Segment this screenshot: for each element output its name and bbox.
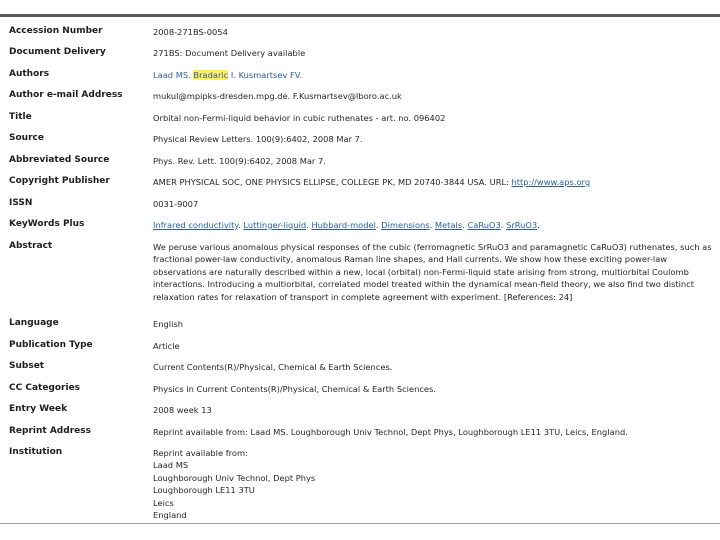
- label-entry-week: Entry Week: [9, 404, 68, 414]
- keyword-link[interactable]: SrRuO3: [506, 220, 538, 230]
- label-issn: ISSN: [9, 198, 33, 208]
- value-abstract: We peruse various anomalous physical responses of the cubic (ferromagnetic SrRuO3 and paramagnetic CaRuO3) ruthenates, such as fractional power-law conductivity, anomalous Raman line shapes, and Hall currents. We show how these exciting power-law observations are naturally described within a new, local (orbital) non-Fermi-liquid state arising from strong, multiorbital Coulomb interactions. Introducing a multiorbital, correlated model treated within the dynamical mean-field theory, we also find two distinct relaxation rates for relaxation of transport in complete agreement with experiment. [References: 24]: [153, 242, 712, 302]
- value-language: English: [153, 319, 183, 329]
- value-title: Orbital non-Fermi-liquid behavior in cubic ruthenates - art. no. 096402: [153, 113, 446, 123]
- value-copyright-publisher: AMER PHYSICAL SOC, ONE PHYSICS ELLIPSE, COLLEGE PK, MD 20740-3844 USA. URL: http://www.aps.org: [153, 177, 591, 187]
- label-keywords-plus: KeyWords Plus: [9, 219, 85, 229]
- label-publication-type: Publication Type: [9, 340, 93, 350]
- institution-line: Reprint available from:: [153, 448, 248, 458]
- value-document-delivery: 271BS: Document Delivery available: [153, 48, 306, 58]
- label-abstract: Abstract: [9, 241, 53, 251]
- keyword-link[interactable]: Metals: [434, 220, 463, 230]
- institution-line: Laad MS: [153, 460, 189, 471]
- label-reprint-address: Reprint Address: [9, 426, 91, 436]
- keyword-link[interactable]: Dimensions: [381, 220, 430, 230]
- label-copyright-publisher: Copyright Publisher: [9, 176, 110, 186]
- institution-line: Loughborough LE11 3TU: [153, 485, 255, 496]
- value-accession-number: 2008-271BS-0054: [153, 27, 228, 37]
- label-title: Title: [9, 112, 32, 122]
- value-cc-categories: Physics in Current Contents(R)/Physical, Chemical & Earth Sciences.: [153, 384, 436, 394]
- top-divider: [0, 14, 720, 17]
- author-link-kusmartsev[interactable]: Kusmartsev FV.: [238, 70, 303, 80]
- label-institution: Institution: [9, 447, 63, 457]
- label-subset: Subset: [9, 361, 45, 371]
- author-link-bradaric[interactable]: Bradaric I.: [193, 70, 236, 80]
- bottom-divider: [0, 523, 720, 524]
- keyword-link[interactable]: CaRuO3: [467, 220, 501, 230]
- search-term-highlight: Bradaric: [193, 70, 229, 80]
- label-cc-categories: CC Categories: [9, 383, 81, 393]
- publisher-url-link[interactable]: http://www.aps.org: [511, 177, 591, 187]
- keyword-link[interactable]: Luttinger-liquid: [243, 220, 307, 230]
- keyword-link[interactable]: Hubbard-model: [311, 220, 376, 230]
- value-source: Physical Review Letters. 100(9):6402, 2008 Mar 7.: [153, 134, 363, 144]
- value-issn: 0031-9007: [153, 199, 199, 209]
- label-authors: Authors: [9, 69, 50, 79]
- value-author-email: mukul@mpipks-dresden.mpg.de. F.Kusmartsev@lboro.ac.uk: [153, 91, 402, 101]
- label-author-email: Author e-mail Address: [9, 90, 123, 100]
- label-source: Source: [9, 133, 44, 143]
- value-entry-week: 2008 week 13: [153, 405, 212, 415]
- label-language: Language: [9, 318, 59, 328]
- value-abbreviated-source: Phys. Rev. Lett. 100(9):6402, 2008 Mar 7.: [153, 156, 326, 166]
- value-authors: [153, 69, 713, 81]
- label-abbreviated-source: Abbreviated Source: [9, 155, 110, 165]
- keyword-link[interactable]: Infrared conductivity: [153, 220, 239, 230]
- value-publication-type: Article: [153, 341, 180, 351]
- institution-line: England: [153, 510, 187, 521]
- label-document-delivery: Document Delivery: [9, 47, 106, 57]
- institution-line: Leics: [153, 497, 174, 508]
- author-link-laad[interactable]: Laad MS.: [153, 70, 191, 80]
- value-subset: Current Contents(R)/Physical, Chemical & Earth Sciences.: [153, 362, 393, 372]
- value-keywords-plus: Infrared conductivity. Luttinger-liquid. Hubbard-model. Dimensions. Metals. CaRuO3. SrRuO3.: [153, 220, 540, 230]
- institution-line: Loughborough Univ Technol, Dept Phys: [153, 472, 316, 483]
- label-accession-number: Accession Number: [9, 26, 103, 36]
- value-institution: [153, 447, 713, 521]
- value-reprint-address: Reprint available from: Laad MS. Loughborough Univ Technol, Dept Phys, Loughborough LE11 3TU, Leics, England.: [153, 427, 628, 437]
